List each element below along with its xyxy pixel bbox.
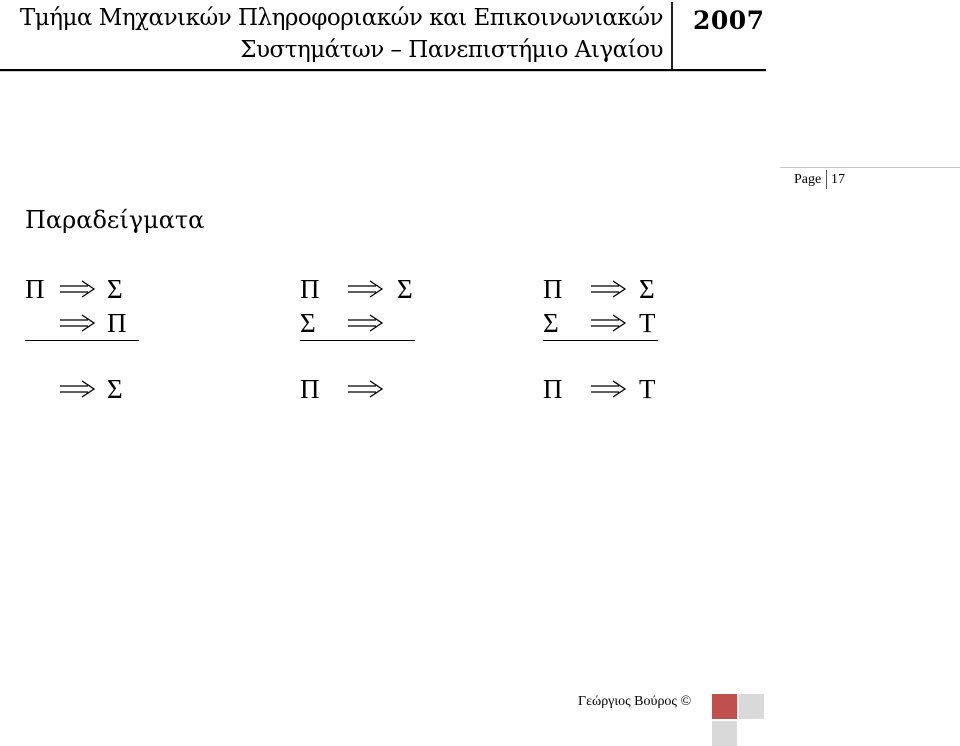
header-title-line1: Τμήμα Μηχανικών Πληροφοριακών και Επικοινωνιακών: [19, 5, 663, 31]
ex3-p1-right: Σ: [639, 274, 655, 304]
ex2-inference-line: [300, 340, 415, 341]
ex2-p1-left: Π: [300, 274, 320, 304]
implies-arrow-icon: [591, 380, 627, 398]
header-title-line2: Συστημάτων – Πανεπιστήμιο Αιγαίου: [240, 37, 663, 63]
implies-arrow-icon: [591, 280, 627, 298]
page-word: Page: [794, 172, 822, 187]
implies-arrow-icon: [60, 380, 96, 398]
ex3-inference-line: [543, 340, 658, 341]
implies-arrow-icon: [348, 280, 384, 298]
ex1-p2-right: Π: [107, 308, 127, 338]
page-label-rule: [780, 167, 960, 168]
page-label-separator: [826, 170, 827, 189]
ex2-conclusion-left: Π: [300, 374, 320, 404]
ex3-p1-left: Π: [543, 274, 563, 304]
ex1-p1-right: Σ: [107, 274, 123, 304]
header-divider: [671, 2, 673, 70]
ex2-p2-left: Σ: [300, 308, 316, 338]
implies-arrow-icon: [348, 314, 384, 332]
ex1-conclusion-right: Σ: [107, 374, 123, 404]
ex3-p2-left: Σ: [543, 308, 559, 338]
footer-author: Γεώργιος Βούρος ©: [578, 694, 692, 709]
footer-grey-square: [712, 721, 737, 746]
section-title: Παραδείγματα: [25, 206, 205, 234]
header-rule-shadow: [0, 71, 766, 72]
implies-arrow-icon: [591, 314, 627, 332]
implies-arrow-icon: [60, 314, 96, 332]
header-year: 2007: [693, 6, 765, 35]
ex3-conclusion-left: Π: [543, 374, 563, 404]
ex3-p2-right: Τ: [639, 308, 656, 338]
implies-arrow-icon: [348, 380, 384, 398]
ex2-p1-right: Σ: [397, 274, 413, 304]
page-number: 17: [831, 172, 845, 187]
ex3-conclusion-right: Τ: [639, 374, 656, 404]
footer-grey-square: [739, 694, 764, 719]
footer-accent-square: [712, 694, 737, 719]
page-label: [794, 172, 821, 188]
ex1-p1-left: Π: [25, 274, 45, 304]
ex1-inference-line: [25, 340, 139, 341]
implies-arrow-icon: [60, 280, 96, 298]
